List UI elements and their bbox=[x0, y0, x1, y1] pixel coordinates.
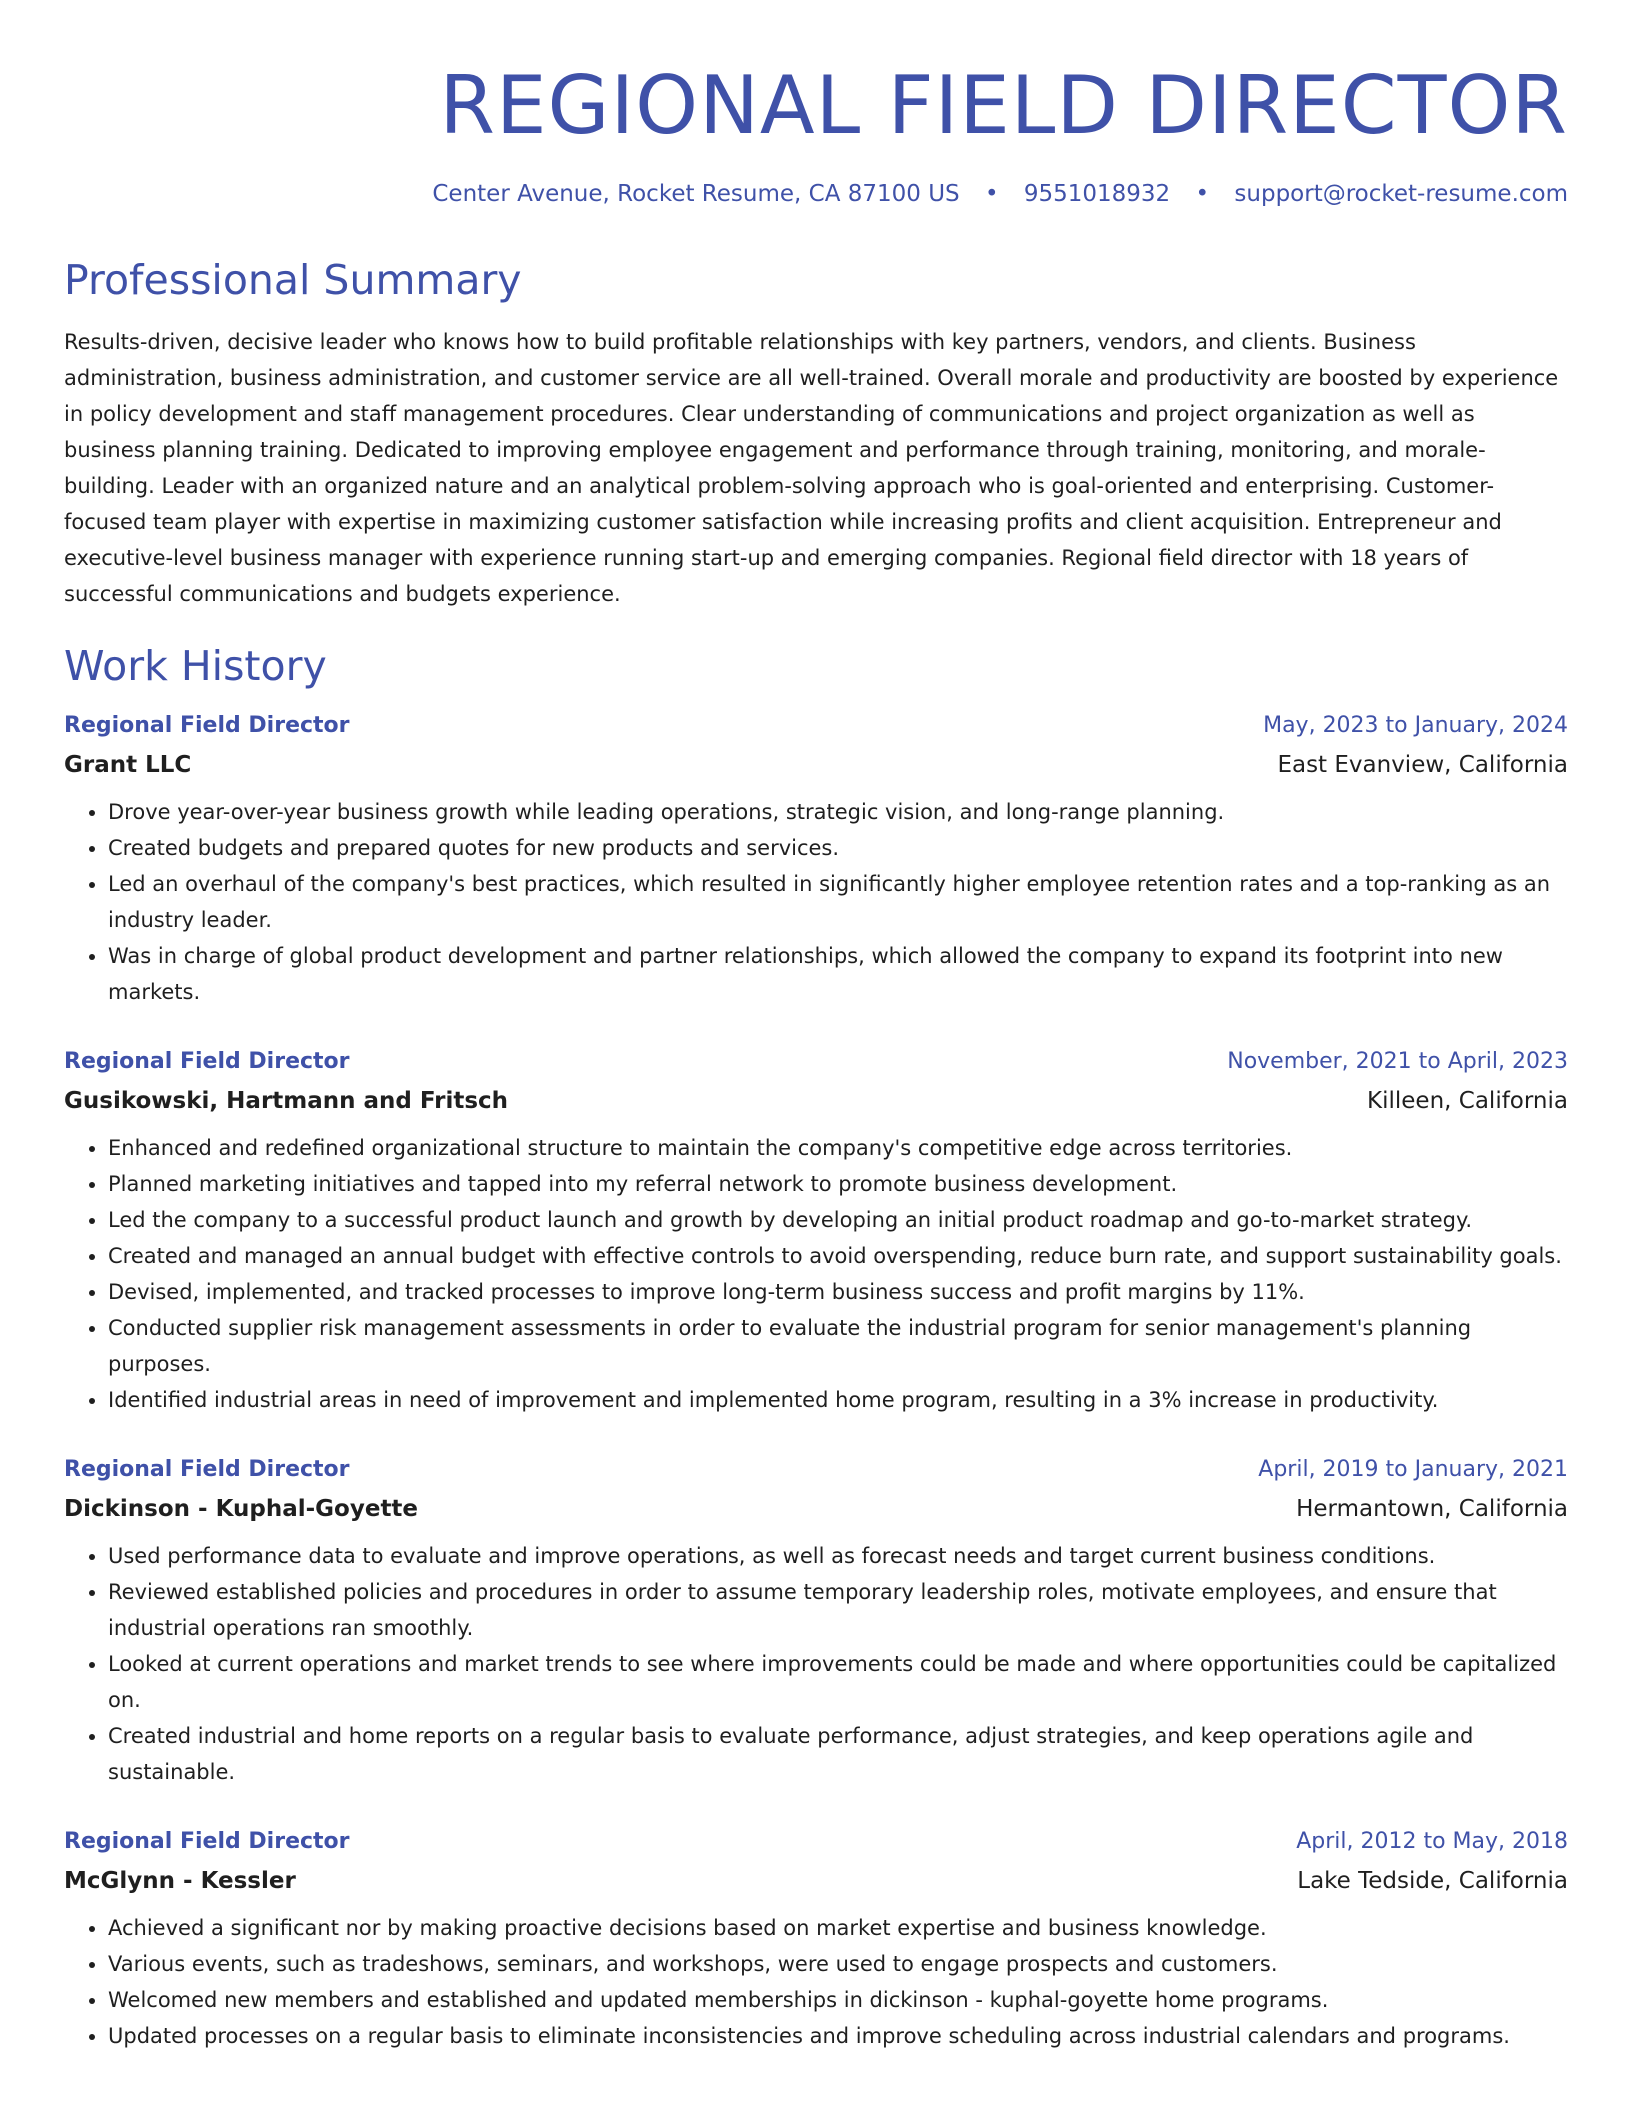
resume-name: REGIONAL FIELD DIRECTOR bbox=[439, 59, 1568, 152]
job-bullet: • Conducted supplier risk management assessments in order to evaluate the industrial program for senior management's planning purposes. bbox=[108, 1310, 1568, 1382]
job-company: Dickinson - Kuphal-Goyette bbox=[64, 1496, 419, 1522]
job-title: Regional Field Director bbox=[64, 713, 350, 738]
summary-heading: Professional Summary bbox=[64, 256, 522, 304]
job-bullets bbox=[64, 1538, 1568, 1790]
work-history-list bbox=[64, 706, 1568, 2054]
job-bullet: • Achieved a significant nor by making proactive decisions based on market expertise and business knowledge. bbox=[108, 1910, 1568, 1946]
job-entry bbox=[64, 706, 1568, 1010]
job-entry bbox=[64, 1450, 1568, 1790]
job-location: Hermantown, California bbox=[1296, 1496, 1568, 1522]
job-bullet: • Led an overhaul of the company's best practices, which resulted in significantly higher employee retention rates and a top-ranking as an industry leader. bbox=[108, 866, 1568, 938]
job-bullets bbox=[64, 1130, 1568, 1418]
job-dates: April, 2019 to January, 2021 bbox=[1258, 1457, 1568, 1482]
job-bullet: • Planned marketing initiatives and tapped into my referral network to promote business development. bbox=[108, 1166, 1568, 1202]
job-bullets bbox=[64, 1910, 1568, 2054]
job-location: Killeen, California bbox=[1367, 1088, 1568, 1114]
contact-separator: • bbox=[984, 181, 999, 207]
contact-address: Center Avenue, Rocket Resume, CA 87100 US bbox=[432, 181, 960, 207]
job-entry bbox=[64, 1822, 1568, 2054]
job-bullet: • Welcomed new members and established and updated memberships in dickinson - kuphal-goyette home programs. bbox=[108, 1982, 1568, 2018]
job-dates: May, 2023 to January, 2024 bbox=[1263, 713, 1568, 738]
job-bullet: • Updated processes on a regular basis to eliminate inconsistencies and improve scheduling across industrial calendars and programs. bbox=[108, 2018, 1568, 2054]
job-bullets bbox=[64, 794, 1568, 1010]
job-bullet: • Created budgets and prepared quotes for new products and services. bbox=[108, 830, 1568, 866]
job-bullet: • Identified industrial areas in need of improvement and implemented home program, resulting in a 3% increase in productivity. bbox=[108, 1382, 1568, 1418]
contact-email: support@rocket-resume.com bbox=[1234, 181, 1568, 207]
work-history-heading: Work History bbox=[64, 642, 327, 690]
job-company: McGlynn - Kessler bbox=[64, 1868, 296, 1894]
contact-line bbox=[64, 178, 1568, 210]
job-dates: November, 2021 to April, 2023 bbox=[1227, 1049, 1568, 1074]
job-dates: April, 2012 to May, 2018 bbox=[1296, 1829, 1568, 1854]
job-bullet: • Various events, such as tradeshows, seminars, and workshops, were used to engage prospects and customers. bbox=[108, 1946, 1568, 1982]
job-location: East Evanview, California bbox=[1277, 752, 1568, 778]
job-bullet: • Created and managed an annual budget with effective controls to avoid overspending, reduce burn rate, and support sustainability goals. bbox=[108, 1238, 1568, 1274]
job-title: Regional Field Director bbox=[64, 1457, 350, 1482]
job-bullet: • Created industrial and home reports on a regular basis to evaluate performance, adjust strategies, and keep operations agile and sustainable. bbox=[108, 1718, 1568, 1790]
job-title: Regional Field Director bbox=[64, 1049, 350, 1074]
job-bullet: • Devised, implemented, and tracked processes to improve long-term business success and profit margins by 11%. bbox=[108, 1274, 1568, 1310]
job-bullet: • Used performance data to evaluate and improve operations, as well as forecast needs and target current business conditions. bbox=[108, 1538, 1568, 1574]
job-entry bbox=[64, 1042, 1568, 1418]
contact-phone: 9551018932 bbox=[1023, 181, 1171, 207]
job-bullet: • Reviewed established policies and procedures in order to assume temporary leadership roles, motivate employees, and ensure that industrial operations ran smoothly. bbox=[108, 1574, 1568, 1646]
job-company: Grant LLC bbox=[64, 752, 192, 778]
job-bullet: • Led the company to a successful product launch and growth by developing an initial product roadmap and go-to-market strategy. bbox=[108, 1202, 1568, 1238]
job-title: Regional Field Director bbox=[64, 1829, 350, 1854]
job-bullet: • Enhanced and redefined organizational structure to maintain the company's competitive edge across territories. bbox=[108, 1130, 1568, 1166]
job-bullet: • Was in charge of global product development and partner relationships, which allowed the company to expand its footprint into new markets. bbox=[108, 938, 1568, 1010]
contact-separator: • bbox=[1195, 181, 1210, 207]
job-company: Gusikowski, Hartmann and Fritsch bbox=[64, 1088, 509, 1114]
resume-page bbox=[64, 0, 1568, 2054]
job-location: Lake Tedside, California bbox=[1297, 1868, 1568, 1894]
summary-text: Results-driven, decisive leader who knows how to build profitable relationships with key partners, vendors, and clients. Business administration, business administration, and customer service are all well-trained. Overall morale and productivity are boosted by experience in policy development and staff management procedures. Clear understanding of communications and project organization as well as business planning training. Dedicated to improving employee engagement and performance through training, monitoring, and morale-building. Leader with an organized nature and an analytical problem-solving approach who is goal-oriented and enterprising. Customer-focused team player with expertise in maximizing customer satisfaction while increasing profits and client acquisition. Entrepreneur and executive-level business manager with experience running start-up and emerging companies. Regional field director with 18 years of successful communications and budgets experience. bbox=[64, 330, 1559, 606]
job-bullet: • Drove year-over-year business growth while leading operations, strategic vision, and long-range planning. bbox=[108, 794, 1568, 830]
job-bullet: • Looked at current operations and market trends to see where improvements could be made and where opportunities could be capitalized on. bbox=[108, 1646, 1568, 1718]
